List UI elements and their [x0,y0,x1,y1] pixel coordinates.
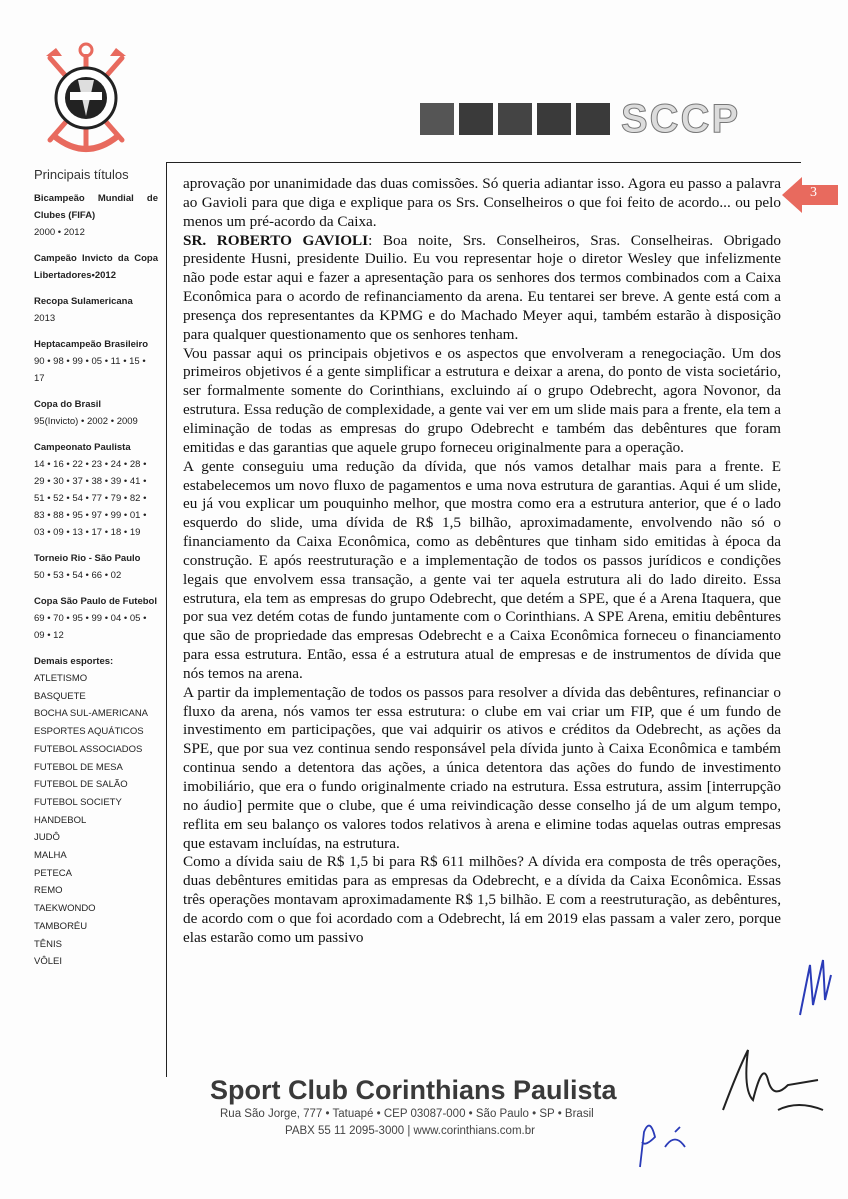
sport-item: HANDEBOL [34,814,87,826]
sport-item: FUTEBOL SOCIETY [34,796,122,808]
sport-item: MALHA [34,850,67,862]
paragraph: A partir da implementação de todos os passos para resolver a dívida das debêntures, refinanciar o fluxo da arena, nós vamos ter essa estrutura: o clube em vai criar um FIP, que é um fundo de investimento em participações, que vai adquirir os ativos e créditos da Odebrecht, as ações da SPE, que por sua vez continua sendo responsável pela dívida junto à Caixa Econômica e também continua sendo a detentora das ações, a única detentora das ações do fundo de investimento imobiliário, que era o fundo originalmente criado na estrutura. Essa estrutura, assim [interrupção no áudio] permite que o clube, que é uma reivindicação desse conselho já de um algum tempo, reflita em seu balanço os valores todos relativos à arena e elimine todas aquelas outras empresas que estavam incluídas, na estrutura. [183,683,781,852]
header-bar [576,103,610,135]
sport-item: FUTEBOL DE SALÃO [34,779,128,791]
title-name: Campeonato Paulista [34,442,131,453]
header-bar [420,103,454,135]
title-years: 69 • 70 • 95 • 99 • 04 • 05 • 09 • 12 [34,613,147,641]
title-name: Heptacampeão Brasileiro [34,339,149,350]
sport-item: ATLETISMO [34,673,88,684]
title-years: 90 • 98 • 99 • 05 • 11 • 15 • 17 [34,356,146,384]
sport-item: PETECA [34,867,73,879]
title-years: 50 • 53 • 54 • 66 • 02 [34,570,122,581]
sport-item: BASQUETE [34,690,86,702]
sport-item: TAEKWONDO [34,903,96,915]
title-entry [34,439,158,541]
club-address: Rua São Jorge, 777 • Tatuapé • CEP 03087-000 • São Paulo • SP • Brasil [220,1108,594,1120]
title-years: 14 • 16 • 22 • 23 • 24 • 28 • 29 • 30 • 37 • 38 • 39 • 41 • 51 • 52 • 54 • 77 • 79 • 82 • 83 • 88 • 95 • 97 • 99 • 01 • 03 • 09 • 13 • 17 • 18 • 19 [34,459,147,538]
signature-mark [630,1112,700,1172]
title-years: 2013 [34,313,56,324]
title-entry [34,336,158,387]
sport-item: TÊNIS [34,938,62,950]
speaker-name: SR. ROBERTO GAVIOLI [183,231,369,249]
speech-text: : Boa noite, Srs. Conselheiros, Sras. Conselheiras. Obrigado presidente Husni, presidente Duilio. Eu vou representar hoje o diretor Wesley que infelizmente não pode estar aqui e fazer a apresentação para os senhores dos termos combinados com a Caixa Econômica para o acordo de refinanciamento da arena. Eu tentarei ser breve. A gente está com a presença dos representantes da KPMG e do Machado Meyer aqui, também estarão à disposição para qualquer questionamento que os senhores tenham. [183,231,781,343]
club-name: Sport Club Corinthians Paulista [210,1075,617,1105]
title-entry [34,396,158,430]
title-entry [34,190,158,241]
title-entry [34,593,158,644]
title-name: Bicampeão Mundial de Clubes (FIFA) [34,193,158,221]
title-name: Recopa Sulamericana [34,296,133,307]
title-name: Copa São Paulo de Futebol [34,596,157,607]
paragraph: A gente conseguiu uma redução da dívida, que nós vamos detalhar mais para a frente. E estabelecemos um novo fluxo de pagamentos e uma nova estrutura de garantias. Aqui é um slide, eu já vou explicar um pouquinho melhor, que mostra como era a estrutura anterior, que é o lado esquerdo do slide, uma dívida de R$ 1,5 bilhão, aproximadamente, envolvendo não só o financiamento da Caixa Econômica, como as debêntures que tinham sido emitidas à época da construção. E após reestruturação e a implementação de todos os passos jurídicos e condições legais que envolvem essa transação, a gente vai ter aquela estrutura ali do lado direito. Essa estrutura, ela tem as empresas do grupo Odebrecht, que detém a SPE, que é a Arena Itaquera, que por sua vez detém cotas de fundo juntamente com o Corinthians. A SPE Arena, emitiu debêntures que são de propriedade das empresas Odebrecht e a Caixa Econômica forneceu o financiamento para essa estrutura. Então, essa é a estrutura atual de empresas e de instrumentos de dívida que nós temos na arena. [183,457,781,682]
title-name: Torneio Rio - São Paulo [34,553,141,564]
title-entry [34,250,158,284]
sport-item: TAMBORÉU [34,920,88,932]
paragraph [183,232,781,345]
sport-item: ESPORTES AQUÁTICOS [34,726,144,738]
title-years: 95(Invicto) • 2002 • 2009 [34,416,138,427]
page-number: 3 [810,185,817,200]
paragraph: Vou passar aqui os principais objetivos e os aspectos que envolveram a renegociação. Um dos primeiros objetivos é a gente simplificar a estrutura e deixar a arena, do ponto de vista societário, ser formalmente somente do Corinthians, excluindo aí o grupo Odebrecht, agora Novonor, da estrutura. Essa redução de complexidade, a gente vai ver em um slide mais para a frente, ela tem a eliminação de todas as empresas do grupo Odebrecht e também das debêntures que foram emitidas e das garantias que aquele grupo forneceu originalmente para a operação. [183,344,781,456]
club-contact: PABX 55 11 2095-3000 | www.corinthians.com.br [285,1125,535,1137]
paragraph: Como a dívida saiu de R$ 1,5 bi para R$ 611 milhões? A dívida era composta de três operações, duas debêntures emitidas para as empresas da Odebrecht, e a dívida da Caixa Econômica. Essas três operações montavam aproximadamente R$ 1,5 bilhão. E com a reestruturação, as debêntures, de acordo com o que foi acordado com a Odebrecht, lá em 2019 elas passam a valer zero, porque elas estarão como um passivo [183,853,781,946]
signature-mark [718,1040,828,1130]
title-entry [34,550,158,584]
titles-heading: Principais títulos [34,167,129,182]
transcript-body [183,175,781,948]
header-bar [498,103,532,135]
title-name: Copa do Brasil [34,399,102,410]
paragraph: aprovação por unanimidade das duas comissões. Só queria adiantar isso. Agora eu passo a palavra ao Gavioli para que diga e explique para os Srs. Conselheiros o que foi feito de acordo... ou pelo menos um pré-acordo da Caixa. [183,175,781,230]
sport-item: REMO [34,885,63,897]
header-bar [459,103,493,135]
sports-heading: Demais esportes: [34,656,114,667]
signature-mark [795,955,835,1025]
sport-item: FUTEBOL DE MESA [34,761,123,773]
sport-item: BOCHA SUL-AMERICANA [34,708,149,720]
header-banner [420,97,741,141]
header-bar [537,103,571,135]
sport-item: JUDÔ [34,832,60,844]
title-name: Campeão Invicto da Copa Libertadores•2012 [34,253,158,281]
title-entry [34,293,158,327]
page-number-marker [782,175,838,215]
corinthians-crest-icon [40,40,132,162]
sport-item: FUTEBOL ASSOCIADOS [34,743,143,755]
titles-sidebar [34,167,158,971]
sport-item: VÔLEI [34,956,62,968]
title-years: 2000 • 2012 [34,227,85,238]
sccp-monogram: SCCP [621,97,741,141]
